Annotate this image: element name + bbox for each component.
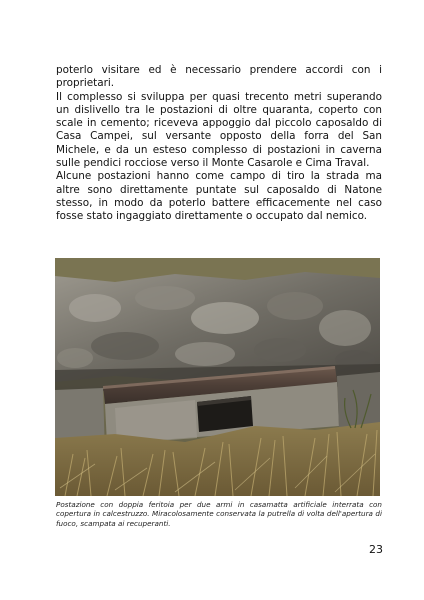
body-text (56, 64, 382, 224)
photo-caption: Postazione con doppia feritoia per due armi in casamatta artificiale interrata con copertura in calcestruzzo. Miracolosamente conservata la putrella di volta dell'apertura di fuoco, scampata ai recuperanti. (56, 500, 382, 528)
page-number: 23 (369, 543, 383, 556)
bunker-photo (55, 258, 380, 496)
paragraph-2: Il complesso si sviluppa per quasi trecento metri superando un dislivello tra le postazioni di oltre quaranta, coperto con scale in cemento; riceveva appoggio dal piccolo caposaldo di Casa Campei, sul versante opposto della forra del San Michele, e da un esteso complesso di postazioni in caverna sulle pendici rocciose verso il Monte Casarole e Cima Traval. (56, 90, 382, 170)
paragraph-3: Alcune postazioni hanno come campo di tiro la strada ma altre sono direttamente puntate sul caposaldo di Natone stesso, in modo da poterlo battere efficacemente nel caso fosse stato ingaggiato direttamente o occupato dal nemico. (56, 170, 382, 223)
paragraph-1: poterlo visitare ed è necessario prendere accordi con i proprietari. (56, 64, 382, 90)
